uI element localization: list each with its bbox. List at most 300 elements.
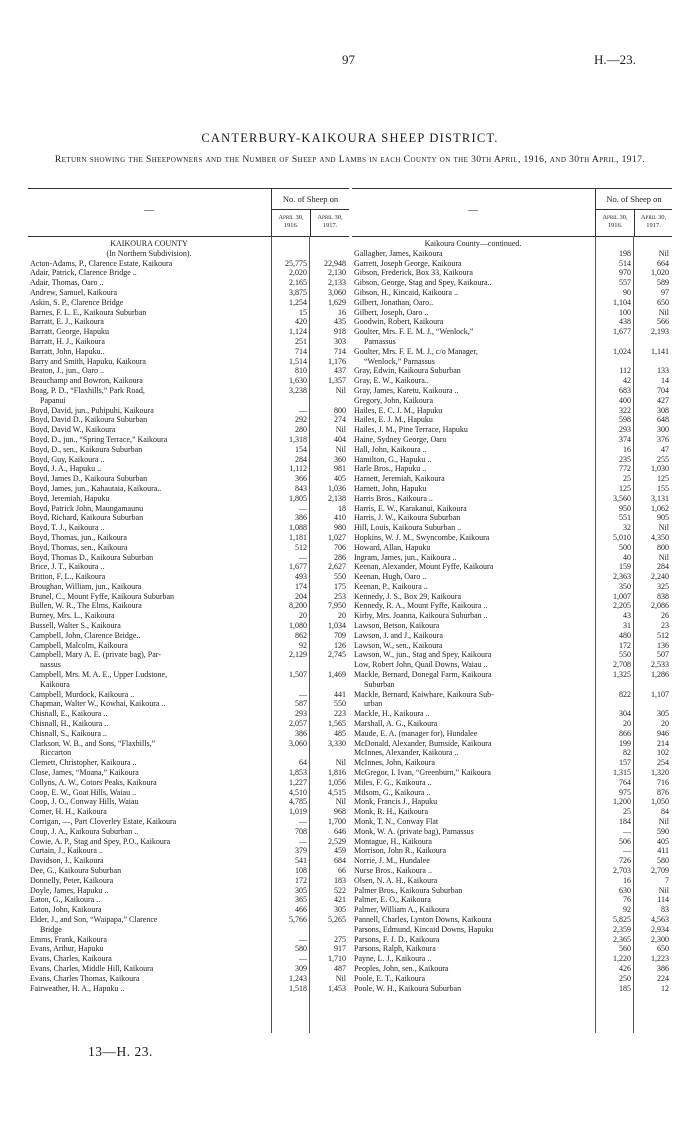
document-code: H.—23. [594, 52, 636, 67]
sheep-1916: 31 [623, 621, 631, 631]
sheep-1917: 410 [334, 513, 346, 523]
table-row [28, 415, 349, 425]
sheep-1917: 23 [661, 621, 669, 631]
table-row [352, 288, 672, 298]
owner-name: Hailes, E. J. M., Hapuku [354, 415, 433, 425]
table-row [352, 611, 672, 621]
table-row [28, 288, 349, 298]
owner-name: Barratt, John, Hapuku.. [30, 346, 105, 356]
table-row [352, 797, 672, 807]
table-row [352, 768, 672, 778]
owner-name: Howard, Allan, Hapuku [354, 542, 431, 552]
sheep-1917: 650 [657, 944, 669, 954]
sheep-1916: 1,019 [289, 807, 307, 817]
sheep-1916: 3,238 [289, 385, 307, 395]
sheep-1917: 126 [334, 640, 346, 650]
header-group-label: No. of Sheep on [272, 189, 349, 210]
owner-name: Broughan, William, jun., Kaikoura [30, 581, 142, 591]
owner-name: Boyd, James D., Kaikoura Suburban [30, 474, 148, 484]
sheep-1916: 1,007 [613, 591, 631, 601]
owner-name: Lawson, J. and J., Kaikoura [354, 630, 443, 640]
table-row [352, 817, 672, 827]
sheep-1917: 2,240 [651, 572, 669, 582]
sheep-1916: 32 [623, 523, 631, 533]
table-row [352, 445, 672, 455]
table-row [352, 739, 672, 749]
owner-name: Coop, J. O., Conway Hills, Waiau [30, 797, 139, 807]
sheep-1917: 224 [657, 973, 669, 983]
table-row [352, 846, 672, 856]
sheep-1917: 66 [338, 866, 346, 875]
sheep-1917: 980 [334, 523, 346, 533]
table-row [352, 366, 672, 376]
sheep-1917: 1,034 [328, 621, 346, 631]
table-row [352, 866, 672, 876]
sheep-1916: 1,318 [289, 434, 307, 444]
sheep-1916: 580 [295, 944, 307, 954]
owner-name: Parsons, Edmund, Kincaid Downs, Hapuku [354, 924, 494, 934]
table-row [28, 670, 349, 680]
sheep-1916: 950 [619, 503, 631, 513]
sheep-1917: 97 [661, 287, 669, 297]
sheep-1916: 2,363 [613, 572, 631, 582]
owner-name: nassus [40, 660, 61, 670]
sheep-1916: 1,243 [289, 973, 307, 983]
owner-name: Barratt, George, Hapuku [30, 327, 109, 337]
owner-name: Eaton, G., Kaikoura .. [30, 895, 101, 905]
sheep-1917: 1,320 [651, 768, 669, 778]
sheep-1917: 646 [334, 826, 346, 836]
table-row [352, 856, 672, 866]
sheep-1917: 376 [657, 434, 669, 444]
table-row [28, 347, 349, 357]
table-row [28, 827, 349, 837]
sheep-1916: 1,507 [289, 670, 307, 680]
header-col-1916: April 30, 1916. [272, 209, 311, 236]
owner-name: Miles, F. G., Kaikoura .. [354, 777, 432, 787]
sheep-1916: — [299, 552, 307, 562]
sheep-1917: 2,133 [328, 278, 346, 288]
sheep-1917: 308 [657, 405, 669, 415]
owner-name: Elder, J., and Son, “Waipapa,” Clarence [30, 914, 158, 924]
owner-name: Barry and Smith, Hapuku, Kaikoura [30, 356, 146, 366]
table-row [352, 905, 672, 915]
header-col-1917: April 30, 1917. [640, 214, 667, 229]
sheep-1916: 1,518 [289, 983, 307, 993]
owner-name: Campbell, Mrs. M. A. E., Upper Ludstone, [30, 670, 168, 680]
owner-name: Pannell, Charles, Lynton Downs, Kaikoura [354, 914, 492, 924]
sheep-1916: 386 [295, 728, 307, 738]
table-row [352, 886, 672, 896]
sheep-1917: 1,710 [328, 954, 346, 964]
sheep-1917: 16 [338, 307, 346, 317]
table-row [352, 494, 672, 504]
table-row [352, 435, 672, 445]
sheep-1916: 40 [623, 552, 631, 562]
sheep-1916: 506 [619, 836, 631, 846]
owner-name: Gray, E. W., Kaikoura.. [354, 376, 429, 386]
table-row [352, 298, 672, 308]
owner-name: Marshall, A. G., Kaikoura [354, 719, 438, 729]
table-row [28, 445, 349, 455]
sheep-1917: Nil [658, 885, 669, 895]
sheep-1916: 550 [619, 650, 631, 660]
right-table [352, 188, 672, 1033]
sheep-1917: 1,107 [651, 689, 669, 699]
sheep-1916: 8,200 [289, 601, 307, 611]
sheep-1917: 664 [657, 258, 669, 268]
sheep-1917: 1,223 [651, 954, 669, 964]
sheep-1916: 1,200 [613, 797, 631, 807]
sheep-1916: — [299, 405, 307, 415]
owner-name: Keenan, P., Kaikoura .. [354, 581, 428, 591]
sheep-1916: 557 [619, 278, 631, 288]
sheep-1916: 862 [295, 630, 307, 640]
sheep-1916: 2,708 [613, 660, 631, 670]
table-row [28, 572, 349, 582]
sheep-1916: 292 [295, 415, 307, 425]
owner-name: Emms, Frank, Kaikoura [30, 934, 107, 944]
sheep-1917: 47 [661, 444, 669, 454]
owner-name: Boyd, Jeremiah, Hapuku [30, 493, 110, 503]
sheep-1917: 1,030 [651, 464, 669, 474]
sheep-1916: 2,703 [613, 866, 631, 875]
owner-name: Evans, Charles Thomas, Kaikoura [30, 973, 140, 983]
owner-name: Monk, Francis J., Hapuku [354, 797, 438, 807]
sheep-1917: 84 [661, 807, 669, 817]
sheep-1917: 522 [334, 885, 346, 895]
sheep-1917: 305 [334, 905, 346, 915]
owner-name: Chapman, Walter W., Kowhai, Kaikoura .. [30, 699, 166, 709]
sheep-1917: Nil [335, 973, 346, 983]
owner-name: McDonald, Alexander, Burnside, Kaikoura [354, 738, 492, 748]
table-row [352, 641, 672, 651]
sheep-1917: 305 [657, 709, 669, 719]
sheep-1917: 254 [657, 758, 669, 768]
owner-name: Dee, G., Kaikoura Suburban [30, 866, 122, 875]
table-row [352, 935, 672, 945]
sheep-1917: 2,138 [328, 493, 346, 503]
sheep-1917: 405 [657, 836, 669, 846]
sheep-1916: 92 [299, 640, 307, 650]
owner-name: Askin, S. P., Clarence Bridge [30, 297, 124, 307]
header-group-label: No. of Sheep on [596, 189, 672, 210]
sheep-1916: 293 [295, 709, 307, 719]
sheep-1916: 3,560 [613, 493, 631, 503]
table-row [352, 504, 672, 514]
owner-name: Boyd, Thomas, jun., Kaikoura [30, 532, 127, 542]
owner-name: Gallagher, James, Kaikoura [354, 248, 443, 258]
owner-name: Boyd, Thomas, sen., Kaikoura [30, 542, 128, 552]
table-row [28, 621, 349, 631]
sheep-1916: 1,853 [289, 768, 307, 778]
sheep-1917: 421 [334, 895, 346, 905]
sheep-1916: 2,205 [613, 601, 631, 611]
table-row [28, 513, 349, 523]
sheep-1916: 1,227 [289, 777, 307, 787]
table-row [352, 582, 672, 592]
sheep-1917: 550 [334, 699, 346, 709]
table-row [352, 474, 672, 484]
owner-name: Fairweather, H. A., Hapuku .. [30, 983, 125, 993]
table-row [352, 533, 672, 543]
table-row [352, 660, 672, 670]
section-heading [28, 239, 349, 249]
owner-name: Milsom, G., Kaikoura .. [354, 787, 431, 797]
page-header [0, 52, 700, 72]
sheep-1917: 26 [661, 611, 669, 621]
table-row-continuation [28, 396, 349, 406]
header-sheep-columns [271, 189, 349, 236]
table-row [28, 631, 349, 641]
sheep-1916: 174 [295, 581, 307, 591]
sheep-1917: 435 [334, 317, 346, 327]
sheep-1917: 706 [334, 542, 346, 552]
owner-name: Keenan, Alexander, Mount Fyffe, Kaikoura [354, 562, 494, 572]
table-row [28, 856, 349, 866]
sheep-1916: 2,165 [289, 278, 307, 288]
owner-name: Burney, Mrs. L., Kaikoura [30, 611, 115, 621]
sheep-1917: 1,453 [328, 983, 346, 993]
table-row [352, 278, 672, 288]
owner-name: Montague, H., Kaikoura [354, 836, 432, 846]
owner-name: Harle Bros., Hapuku .. [354, 464, 427, 474]
section-heading [352, 239, 672, 249]
owner-name: McInnes, John, Kaikoura [354, 758, 435, 768]
owner-name: Kennedy, R. A., Mount Fyffe, Kaikoura .. [354, 601, 488, 611]
sheep-1917: Nil [658, 248, 669, 258]
sheep-1917: 12 [661, 983, 669, 993]
table-row-continuation [28, 748, 349, 758]
sheep-1917: 3,330 [328, 738, 346, 748]
owner-name: Poole, W. H., Kaikoura Suburban [354, 983, 462, 993]
table-row [28, 406, 349, 416]
owner-name: Boyd, James, jun., Kahautaia, Kaikoura.. [30, 483, 162, 493]
owner-name: Hailes, E. C. J. M., Hapuku [354, 405, 443, 415]
owner-name: Harnett, John, Hapuku [354, 483, 427, 493]
section-heading [28, 249, 349, 259]
sheep-1917: 905 [657, 513, 669, 523]
sheep-1916: 350 [619, 581, 631, 591]
table-row [352, 249, 672, 259]
sheep-1917: 125 [657, 474, 669, 484]
sheep-1917: 3,131 [651, 493, 669, 503]
owner-name: Eaton, John, Kaikoura [30, 905, 102, 915]
table-row [28, 837, 349, 847]
sheep-1917: 22,948 [324, 258, 346, 268]
table-row [352, 650, 672, 660]
owner-name: Goodwin, Robert, Kaikoura [354, 317, 444, 327]
sheep-1917: 1,469 [328, 670, 346, 680]
table-row-continuation [28, 680, 349, 690]
owner-name: Kaikoura County—continued. [424, 239, 522, 248]
table-rows [352, 239, 672, 993]
table-row [28, 954, 349, 964]
table-row [352, 915, 672, 925]
table-row [28, 435, 349, 445]
left-table [28, 188, 349, 1033]
sheep-1917: 487 [334, 963, 346, 973]
table-row [352, 259, 672, 269]
sheep-1916: 154 [295, 444, 307, 454]
owner-name: Palmer Bros., Kaikoura Suburban [354, 885, 463, 895]
table-row [28, 739, 349, 749]
sheep-1917: 155 [657, 483, 669, 493]
sheep-1917: 404 [334, 434, 346, 444]
sheep-1916: 25 [623, 807, 631, 817]
table-row [28, 494, 349, 504]
sheep-1916: 366 [295, 474, 307, 484]
sheep-1916: 975 [619, 787, 631, 797]
table-row [28, 376, 349, 386]
owner-name: Campbell, Mary A. E. (private bag), Par- [30, 650, 161, 660]
owner-name: “Wenlock,” Parnassus [364, 356, 435, 366]
table-row [352, 925, 672, 935]
table-row [28, 905, 349, 915]
sheep-1916: 1,677 [289, 562, 307, 572]
owner-name: Haine, Sydney George, Oaro [354, 434, 447, 444]
sheep-1916: 305 [295, 885, 307, 895]
sheep-1917: 716 [657, 777, 669, 787]
sheep-1917: 590 [657, 826, 669, 836]
owner-name: Clarkson, W. B., and Sons, “Flaxhills,” [30, 738, 156, 748]
owner-name: Parnassus [364, 336, 396, 346]
table-row [28, 298, 349, 308]
owner-name: Chisnall, S., Kaikoura .. [30, 728, 107, 738]
owner-name: KAIKOURA COUNTY [110, 239, 188, 248]
table-row [28, 582, 349, 592]
sheep-1916: 386 [295, 513, 307, 523]
sheep-1917: Nil [658, 817, 669, 827]
owner-name: Adair, Patrick, Clarence Bridge .. [30, 268, 137, 278]
sheep-1916: 1,104 [613, 297, 631, 307]
sheep-1917: 325 [657, 581, 669, 591]
table-row [28, 327, 349, 337]
owner-name: Campbell, Malcolm, Kaikoura [30, 640, 128, 650]
sheep-1916: 1,088 [289, 523, 307, 533]
sheep-1917: 714 [334, 346, 346, 356]
table-row [28, 935, 349, 945]
sheep-1916: 185 [619, 983, 631, 993]
owner-name: Comer, H. H., Kaikoura [30, 807, 107, 817]
sheep-1917: 255 [657, 454, 669, 464]
owner-name: Bridge [40, 924, 62, 934]
sheep-1916: 25,775 [285, 258, 307, 268]
sheep-1916: 1,181 [289, 532, 307, 542]
sheep-1917: 386 [657, 963, 669, 973]
page-footer: 13—H. 23. [88, 1044, 153, 1059]
sheep-1917: 223 [334, 709, 346, 719]
table-row [352, 729, 672, 739]
sheep-1917: Nil [335, 444, 346, 454]
sheep-1917: 512 [657, 630, 669, 640]
sheep-1916: 493 [295, 572, 307, 582]
sheep-1916: 2,129 [289, 650, 307, 660]
owner-name: Mackle, Bernard, Donegal Farm, Kaikoura [354, 670, 492, 680]
table-row [28, 523, 349, 533]
owner-name: Clemett, Christopher, Kaikoura .. [30, 758, 137, 768]
sheep-1916: 2,020 [289, 268, 307, 278]
sheep-1917: 274 [334, 415, 346, 425]
sheep-1917: 968 [334, 807, 346, 817]
table-row [352, 984, 672, 994]
owner-name: Evans, Charles, Middle Hill, Kaikoura [30, 963, 154, 973]
owner-name: Barnes, F. L. E., Kaikoura Suburban [30, 307, 147, 317]
sheep-1916: 90 [623, 287, 631, 297]
owner-name: Ingram, James, jun., Kaikoura .. [354, 552, 457, 562]
table-row [352, 974, 672, 984]
table-row [352, 572, 672, 582]
sheep-1917: 566 [657, 317, 669, 327]
table-row [28, 758, 349, 768]
table-row-continuation [352, 680, 672, 690]
sheep-1917: 946 [657, 728, 669, 738]
owner-name: Palmer, E. O., Kaikoura [354, 895, 431, 905]
sheep-1917: Nil [658, 307, 669, 317]
sheep-1917: Nil [335, 425, 346, 435]
table-row [28, 641, 349, 651]
owner-name: Harnett, Jeremiah, Kaikoura [354, 474, 445, 484]
sheep-1916: — [623, 826, 631, 836]
sheep-1917: 1,141 [651, 346, 669, 356]
table-body [28, 236, 349, 1033]
sheep-1917: 459 [334, 846, 346, 856]
sheep-1916: 199 [619, 738, 631, 748]
sheep-1916: 64 [299, 758, 307, 768]
owner-name: Curtain, J., Kaikoura .. [30, 846, 103, 856]
owner-name: Boyd, Richard, Kaikoura Suburban [30, 513, 144, 523]
table-row [352, 553, 672, 563]
header-sheep-columns [595, 189, 672, 236]
sheep-1916: 551 [619, 513, 631, 523]
sheep-1917: 102 [657, 748, 669, 758]
owner-name: Suburban [364, 679, 395, 689]
owner-name: McInnes, Alexander, Kaikoura .. [354, 748, 459, 758]
table-body [352, 236, 672, 1033]
sheep-1917: 427 [657, 395, 669, 405]
sheep-1916: 822 [619, 689, 631, 699]
sheep-1917: Nil [658, 552, 669, 562]
owner-name: Boyd, Guy, Kaikoura .. [30, 454, 105, 464]
sheep-1917: 253 [334, 591, 346, 601]
table-row [28, 768, 349, 778]
table-row [28, 690, 349, 700]
owner-name: Gibson, George, Stag and Spey, Kaikoura.. [354, 278, 492, 288]
sheep-1917: 286 [334, 552, 346, 562]
owner-name: McGregor, I. Ivan, “Greenburn,” Kaikoura [354, 768, 491, 778]
sheep-1916: 3,060 [289, 738, 307, 748]
table-row [28, 964, 349, 974]
table-row [352, 513, 672, 523]
sheep-1916: 379 [295, 846, 307, 856]
owner-name: Coop, E. W., Goat Hills, Waiau .. [30, 787, 137, 797]
sheep-1916: 365 [295, 895, 307, 905]
table-row [352, 670, 672, 680]
owner-name: Campbell, John, Clarence Bridge.. [30, 630, 141, 640]
owner-name: Chisnall, H., Kaikoura .. [30, 719, 109, 729]
sheep-1916: 1,630 [289, 376, 307, 386]
sheep-1917: 1,357 [328, 376, 346, 386]
owner-name: Palmer, William A., Kaikoura [354, 905, 450, 915]
owner-name: Norrie, J. M., Hundalee [354, 856, 430, 866]
sheep-1916: 100 [619, 307, 631, 317]
table-row [352, 748, 672, 758]
owner-name: Boyd, David D., Kaikoura Suburban [30, 415, 148, 425]
sheep-1917: 648 [657, 415, 669, 425]
owner-name: Gibson, H., Kincaid, Kaikoura .. [354, 287, 458, 297]
sheep-1917: 4,350 [651, 532, 669, 542]
sheep-1917: 589 [657, 278, 669, 288]
